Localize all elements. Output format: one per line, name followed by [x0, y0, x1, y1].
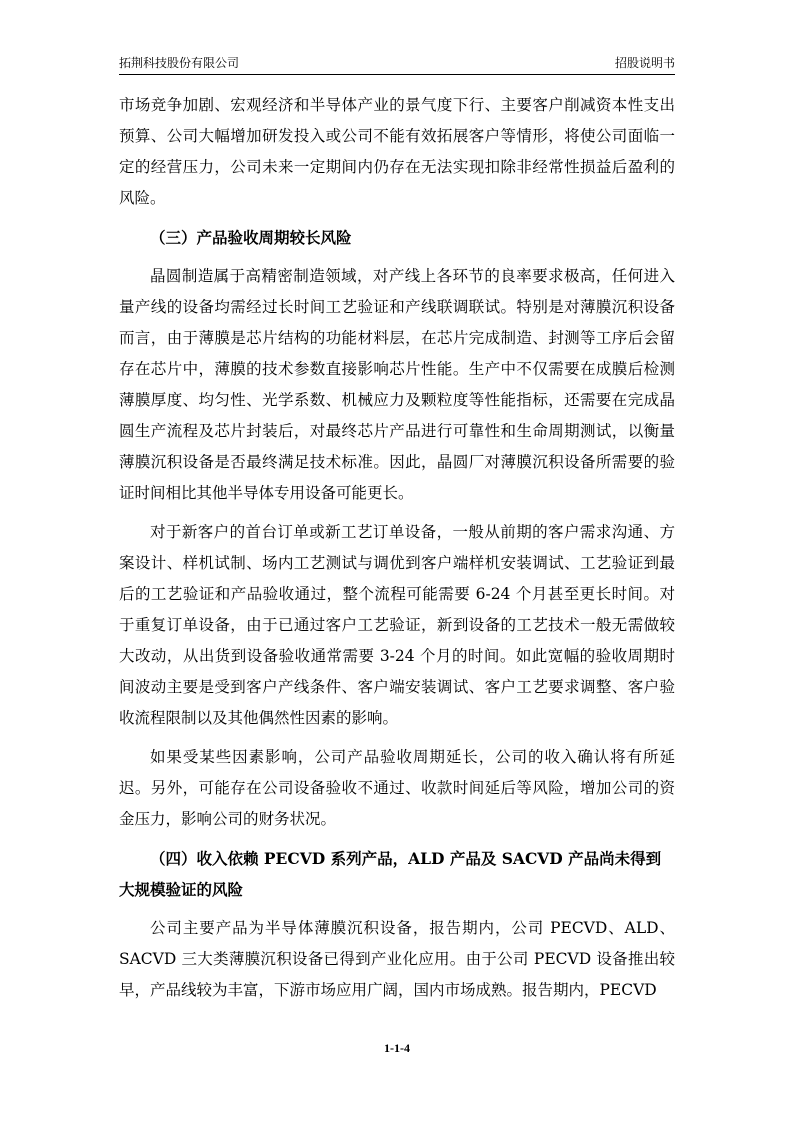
- paragraph-products: 公司主要产品为半导体薄膜沉积设备，报告期内，公司 PECVD、ALD、SACVD 三大类薄膜沉积设备已得到产业化应用。由于公司 PECVD 设备推出较早，产品线较为丰富，下游市场应用广阔，国内市场成熟。报告期内，PECVD: [119, 919, 675, 999]
- page-number: 1-1-4: [384, 1041, 410, 1055]
- page-body: [119, 90, 675, 1006]
- page-header: [119, 52, 675, 75]
- paragraph-acceptance-cycle: 晶圆制造属于高精密制造领域，对产线上各环节的良率要求极高，任何进入量产线的设备均需经过长时间工艺验证和产线联调联试。特别是对薄膜沉积设备而言，由于薄膜是芯片结构的功能材料层，在芯片完成制造、封测等工序后会留存在芯片中，薄膜的技术参数直接影响芯片性能。生产中不仅需要在成膜后检测薄膜厚度、均匀性、光学系数、机械应力及颗粒度等性能指标，还需要在完成晶圆生产流程及芯片封装后，对最终芯片产品进行可靠性和生命周期测试，以衡量薄膜沉积设备是否最终满足技术标准。因此，晶圆厂对薄膜沉积设备所需要的验证时间相比其他半导体专用设备可能更长。: [119, 267, 675, 502]
- section-heading-3: （三）产品验收周期较长风险: [150, 228, 352, 247]
- paragraph-impact: 如果受某些因素影响，公司产品验收周期延长，公司的收入确认将有所延迟。另外，可能存在公司设备验收不通过、收款时间延后等风险，增加公司的资金压力，影响公司的财务状况。: [119, 748, 675, 828]
- paragraph-order-process: 对于新客户的首台订单或新工艺订单设备，一般从前期的客户需求沟通、方案设计、样机试制、场内工艺测试与调优到客户端样机安装调试、工艺验证到最后的工艺验证和产品验收通过，整个流程可能需要 6-24 个月甚至更长时间。对于重复订单设备，由于已通过客户工艺验证，新到设备的工艺技术一般无需做较大改动，从出货到设备验收通常需要 3-24 个月的时间。如此宽幅的验收周期时间波动主要是受到客户产线条件、客户端安装调试、客户工艺要求调整、客户验收流程限制以及其他偶然性因素的影响。: [119, 523, 675, 727]
- paragraph-continuation: 市场竞争加剧、宏观经济和半导体产业的景气度下行、主要客户削减资本性支出预算、公司大幅增加研发投入或公司不能有效拓展客户等情形，将使公司面临一定的经营压力，公司未来一定期间内仍存在无法实现扣除非经常性损益后盈利的风险。: [119, 96, 675, 207]
- header-document-type: 招股说明书: [614, 56, 675, 70]
- section-heading-4: （四）收入依赖 PECVD 系列产品，ALD 产品及 SACVD 产品尚未得到大规模验证的风险: [119, 849, 662, 899]
- header-company-name: 拓荆科技股份有限公司: [119, 56, 240, 70]
